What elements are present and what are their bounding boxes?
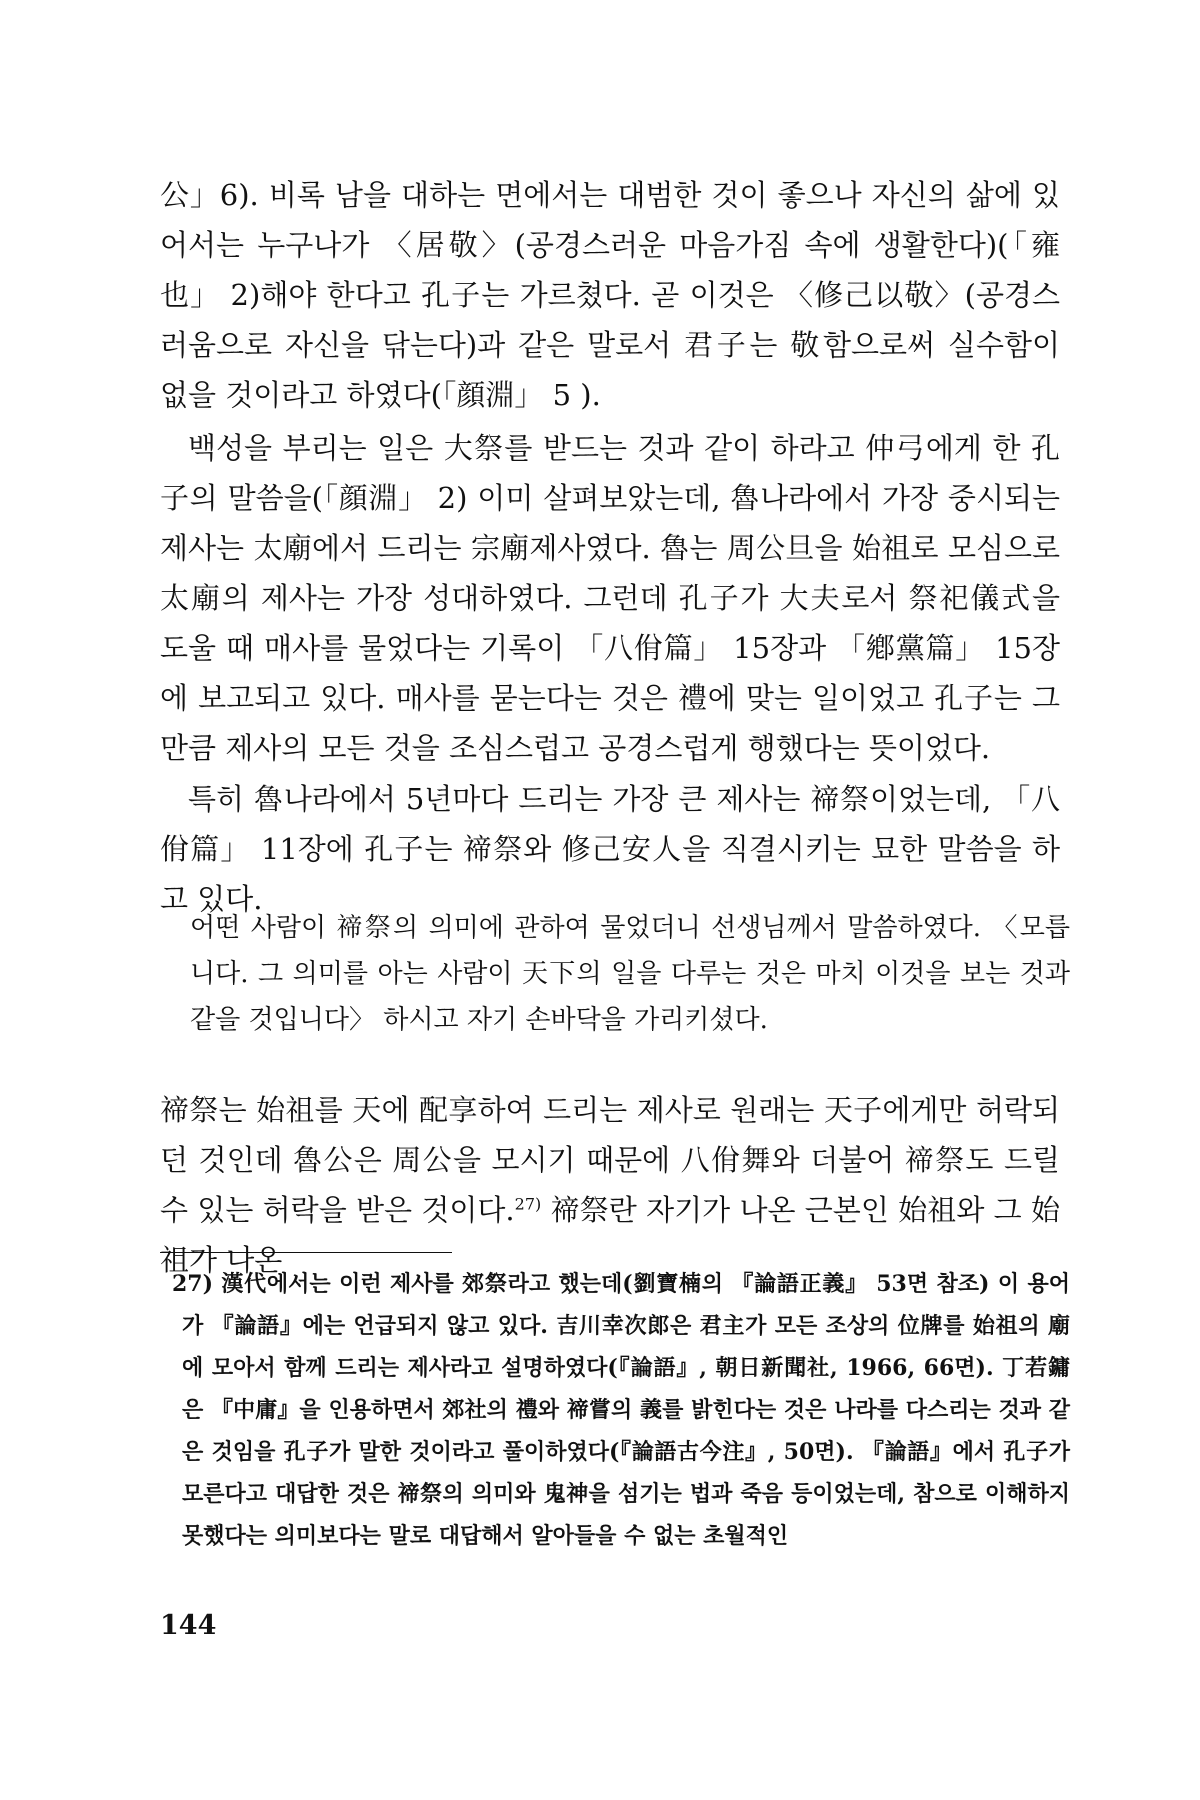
paragraph-4-text-after-note: 禘祭란 자기가 나온 근본인 始祖와 그 始祖가 나온 bbox=[160, 1193, 1060, 1277]
body-paragraph-2: 백성을 부리는 일은 大祭를 받드는 것과 같이 하라고 仲弓에게 한 孔子의 말씀을(「顔淵」 2) 이미 살펴보았는데, 魯나라에서 가장 중시되는 제사는 太廟에서 드리는 宗廟제사였다. 魯는 周公旦을 始祖로 모심으로 太廟의 제사는 가장 성대하였다. 그런데 孔子가 大夫로서 祭祀儀式을 도울 때 매사를 물었다는 기록이 「八佾篇」 15장과 「鄕黨篇」 15장에 보고되고 있다. 매사를 묻는다는 것은 禮에 맞는 일이었고 孔子는 그만큼 제사의 모든 것을 조심스럽고 공경스럽게 행했다는 뜻이었다. bbox=[160, 431, 1060, 765]
footnote-reference-marker[interactable]: 27) bbox=[514, 1194, 542, 1214]
footnote-separator-rule bbox=[160, 1252, 452, 1253]
page-number: 144 bbox=[160, 1610, 217, 1641]
paragraph-4-text-before-note: 禘祭는 始祖를 天에 配享하여 드리는 제사로 원래는 天子에게만 허락되던 것인데 魯公은 周公을 모시기 때문에 八佾舞와 더불어 禘祭도 드릴 수 있는 허락을 받은 것이다. bbox=[160, 1093, 1060, 1227]
body-paragraph-1: 公」6). 비록 남을 대하는 면에서는 대범한 것이 좋으나 자신의 삶에 있어서는 누구나가 〈居敬〉(공경스러운 마음가짐 속에 생활한다)(「雍也」 2)해야 한다고 孔子는 가르쳤다. 곧 이것은 〈修己以敬〉(공경스러움으로 자신을 닦는다)과 같은 말로서 君子는 敬함으로써 실수함이 없을 것이라고 하였다(「顔淵」 5 ). bbox=[160, 178, 1060, 412]
footnote-27: 27) 漢代에서는 이런 제사를 郊祭라고 했는데(劉寶楠의 『論語正義』 53면 참조) 이 용어가 『論語』에는 언급되지 않고 있다. 吉川幸次郎은 君主가 모든 조상의 位牌를 始祖의 廟에 모아서 함께 드리는 제사라고 설명하였다(『論語』, 朝日新聞社, 1966, 66면). 丁若鏞은 『中庸』을 인용하면서 郊社의 禮와 禘嘗의 義를 밝힌다는 것은 나라를 다스리는 것과 같은 것임을 孔子가 말한 것이라고 풀이하였다(『論語古今注』, 50면). 『論語』에서 孔子가 모른다고 대답한 것은 禘祭의 의미와 鬼神을 섬기는 법과 죽음 등이었는데, 참으로 이해하지 못했다는 의미보다는 말로 대답해서 알아들을 수 없는 초월적인 bbox=[172, 1271, 1070, 1549]
body-paragraph-3: 특히 魯나라에서 5년마다 드리는 가장 큰 제사는 禘祭이었는데, 「八佾篇」 11장에 孔子는 禘祭와 修己安人을 직결시키는 묘한 말씀을 하고 있다. bbox=[160, 782, 1060, 916]
block-quote: 어떤 사람이 禘祭의 의미에 관하여 물었더니 선생님께서 말씀하였다. 〈모릅니다. 그 의미를 아는 사람이 天下의 일을 다루는 것은 마치 이것을 보는 것과 같을 것입니다〉 하시고 자기 손바닥을 가리키셨다. bbox=[190, 913, 1070, 1035]
body-paragraph-4 bbox=[160, 1085, 1060, 1285]
